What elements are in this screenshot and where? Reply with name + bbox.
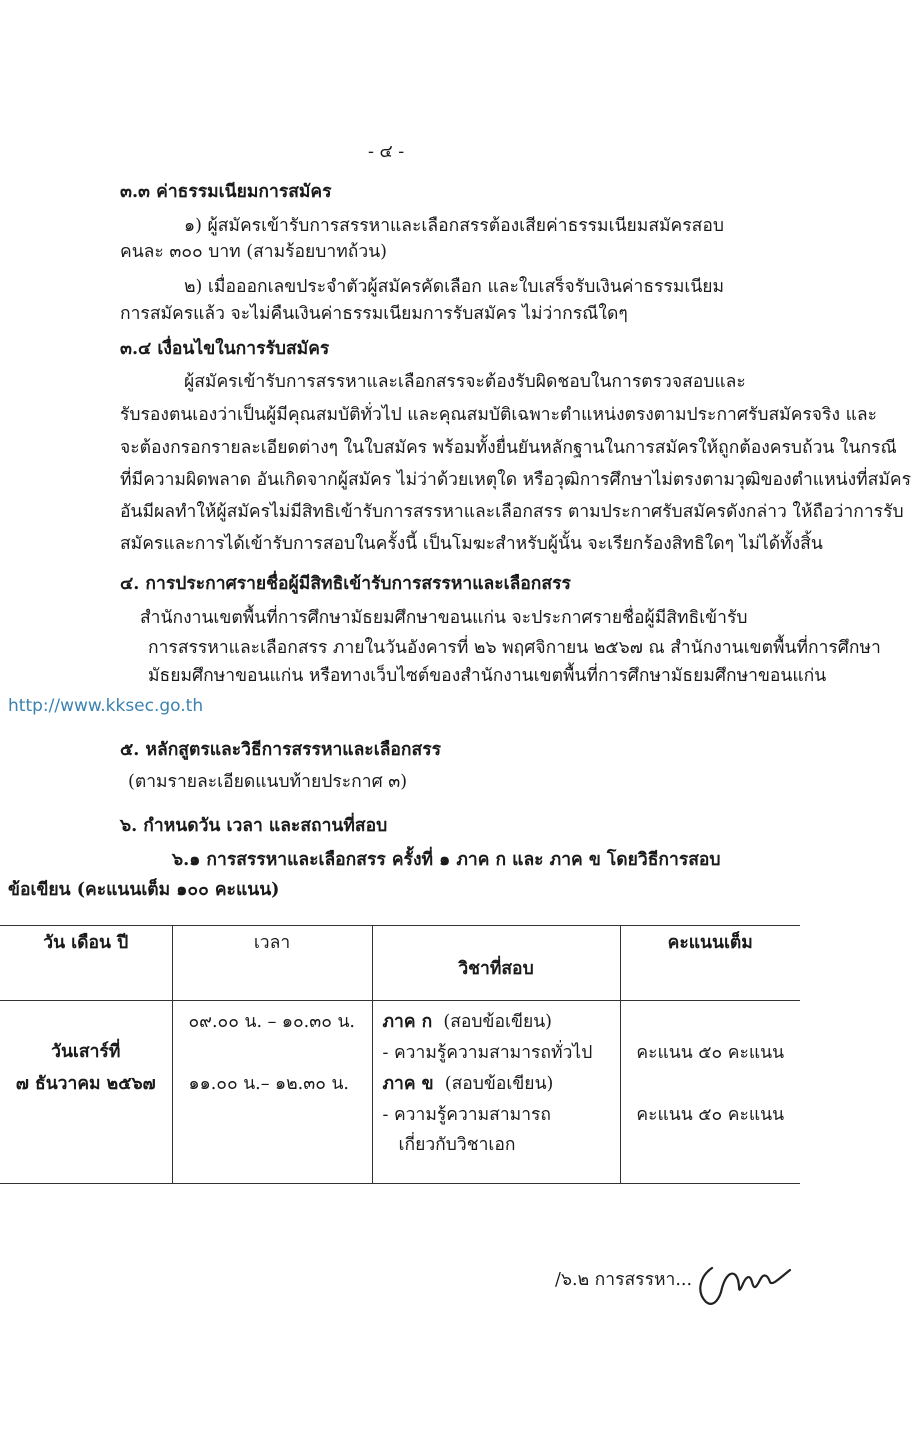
section-4-line: มัธยมศึกษาขอนแก่น หรือทางเว็บไซต์ของสำนักงานเขตพื้นที่การศึกษามัธยมศึกษาขอนแก่น	[148, 666, 827, 686]
section-3-4-line: ผู้สมัครเข้ารับการสรรหาและเลือกสรรจะต้องรับผิดชอบในการตรวจสอบและ	[184, 372, 746, 392]
section-6-1-line-2: ข้อเขียน (คะแนนเต็ม ๑๐๐ คะแนน)	[8, 880, 280, 900]
part-a-item: - ความรู้ความสามารถทั่วไป	[382, 1043, 593, 1063]
table-row	[0, 1001, 800, 1184]
section-3-3-item-2-line-1: ๒) เมื่อออกเลขประจำตัวผู้สมัครคัดเลือก และใบเสร็จรับเงินค่าธรรมเนียม	[184, 277, 725, 297]
header-date-cell	[0, 926, 172, 1001]
section-5-title: ๕. หลักสูตรและวิธีการสรรหาและเลือกสรร	[120, 740, 441, 760]
section-3-4-line: อันมีผลทำให้ผู้สมัครไม่มีสิทธิเข้ารับการสรรหาและเลือกสรร ตามประกาศรับสมัครดังกล่าว ให้ถือว่าการรับ	[120, 502, 904, 522]
score-cell	[620, 1001, 800, 1184]
date-cell	[0, 1001, 172, 1184]
part-b-label: ภาค ข	[382, 1074, 434, 1094]
header-time: เวลา	[253, 933, 291, 953]
time-slot-1: ๐๙.๐๐ น. – ๑๐.๓๐ น.	[188, 1012, 355, 1032]
section-3-3-item-2-line-2: การสมัครแล้ว จะไม่คืนเงินค่าธรรมเนียมการรับสมัคร ไม่ว่ากรณีใดๆ	[120, 304, 628, 324]
part-a-type: (สอบข้อเขียน)	[443, 1012, 552, 1032]
header-subject: วิชาที่สอบ	[458, 959, 534, 979]
time-cell	[172, 1001, 372, 1184]
section-3-3-item-1-line-2: คนละ ๓๐๐ บาท (สามร้อยบาทถ้วน)	[120, 242, 387, 262]
score-part-a: คะแนน ๕๐ คะแนน	[636, 1043, 785, 1063]
part-a-label: ภาค ก	[382, 1012, 433, 1032]
page-number: - ๔ -	[368, 142, 405, 162]
exam-schedule-table	[0, 925, 800, 1184]
section-5-note: (ตามรายละเอียดแนบท้ายประกาศ ๓)	[128, 772, 408, 792]
section-4-title: ๔. การประกาศรายชื่อผู้มีสิทธิเข้ารับการสรรหาและเลือกสรร	[120, 574, 571, 594]
section-3-3-title: ๓.๓ ค่าธรรมเนียมการสมัคร	[120, 182, 332, 202]
section-4-line: สำนักงานเขตพื้นที่การศึกษามัธยมศึกษาขอนแก่น จะประกาศรายชื่อผู้มีสิทธิเข้ารับ	[140, 608, 748, 628]
section-6-1-line-1: ๖.๑ การสรรหาและเลือกสรร ครั้งที่ ๑ ภาค ก และ ภาค ข โดยวิธีการสอบ	[172, 850, 721, 870]
header-subject-cell	[372, 926, 620, 1001]
table-header-row	[0, 926, 800, 1001]
exam-day: วันเสาร์ที่	[51, 1042, 121, 1062]
section-4-line: การสรรหาและเลือกสรร ภายในวันอังคารที่ ๒๖ พฤศจิกายน ๒๕๖๗ ณ สำนักงานเขตพื้นที่การศึกษา	[148, 638, 881, 658]
header-time-cell	[172, 926, 372, 1001]
section-3-4-line: สมัครและการได้เข้ารับการสอบในครั้งนี้ เป็นโมฆะสำหรับผู้นั้น จะเรียกร้องสิทธิใดๆ ไม่ได้ทั้งสิ้น	[120, 534, 823, 554]
section-3-3-item-1-line-1: ๑) ผู้สมัครเข้ารับการสรรหาและเลือกสรรต้องเสียค่าธรรมเนียมสมัครสอบ	[184, 216, 724, 236]
part-b-type: (สอบข้อเขียน)	[444, 1074, 554, 1094]
header-score: คะแนนเต็ม	[667, 933, 753, 953]
section-3-4-line: ที่มีความผิดพลาด อันเกิดจากผู้สมัคร ไม่ว่าด้วยเหตุใด หรือวุฒิการศึกษาไม่ตรงตามวุฒิของตำแหน่งที่สมัคร	[120, 470, 911, 490]
section-6-title: ๖. กำหนดวัน เวลา และสถานที่สอบ	[120, 816, 388, 836]
section-3-4-line: จะต้องกรอกรายละเอียดต่างๆ ในใบสมัคร พร้อมทั้งยื่นยันหลักฐานในการสมัครให้ถูกต้องครบถ้วน ในกรณี	[120, 438, 897, 458]
section-3-4-line: รับรองตนเองว่าเป็นผู้มีคุณสมบัติทั่วไป และคุณสมบัติเฉพาะตำแหน่งตรงตามประกาศรับสมัครจริง และ	[120, 405, 877, 425]
header-score-cell	[620, 926, 800, 1001]
header-date: วัน เดือน ปี	[43, 933, 129, 953]
score-part-b: คะแนน ๕๐ คะแนน	[636, 1105, 785, 1125]
time-slot-2: ๑๑.๐๐ น.– ๑๒.๓๐ น.	[188, 1074, 349, 1094]
continuation-note: /๖.๒ การสรรหา...	[555, 1270, 693, 1290]
section-3-4-title: ๓.๔ เงื่อนไขในการรับสมัคร	[120, 339, 330, 359]
part-b-item-line-2: เกี่ยวกับวิชาเอก	[398, 1135, 516, 1155]
subject-cell	[372, 1001, 620, 1184]
website-url[interactable]: http://www.kksec.go.th	[8, 696, 204, 716]
signature-icon	[690, 1248, 796, 1310]
exam-date: ๗ ธันวาคม ๒๕๖๗	[15, 1074, 156, 1094]
part-b-item-line-1: - ความรู้ความสามารถ	[382, 1105, 552, 1125]
